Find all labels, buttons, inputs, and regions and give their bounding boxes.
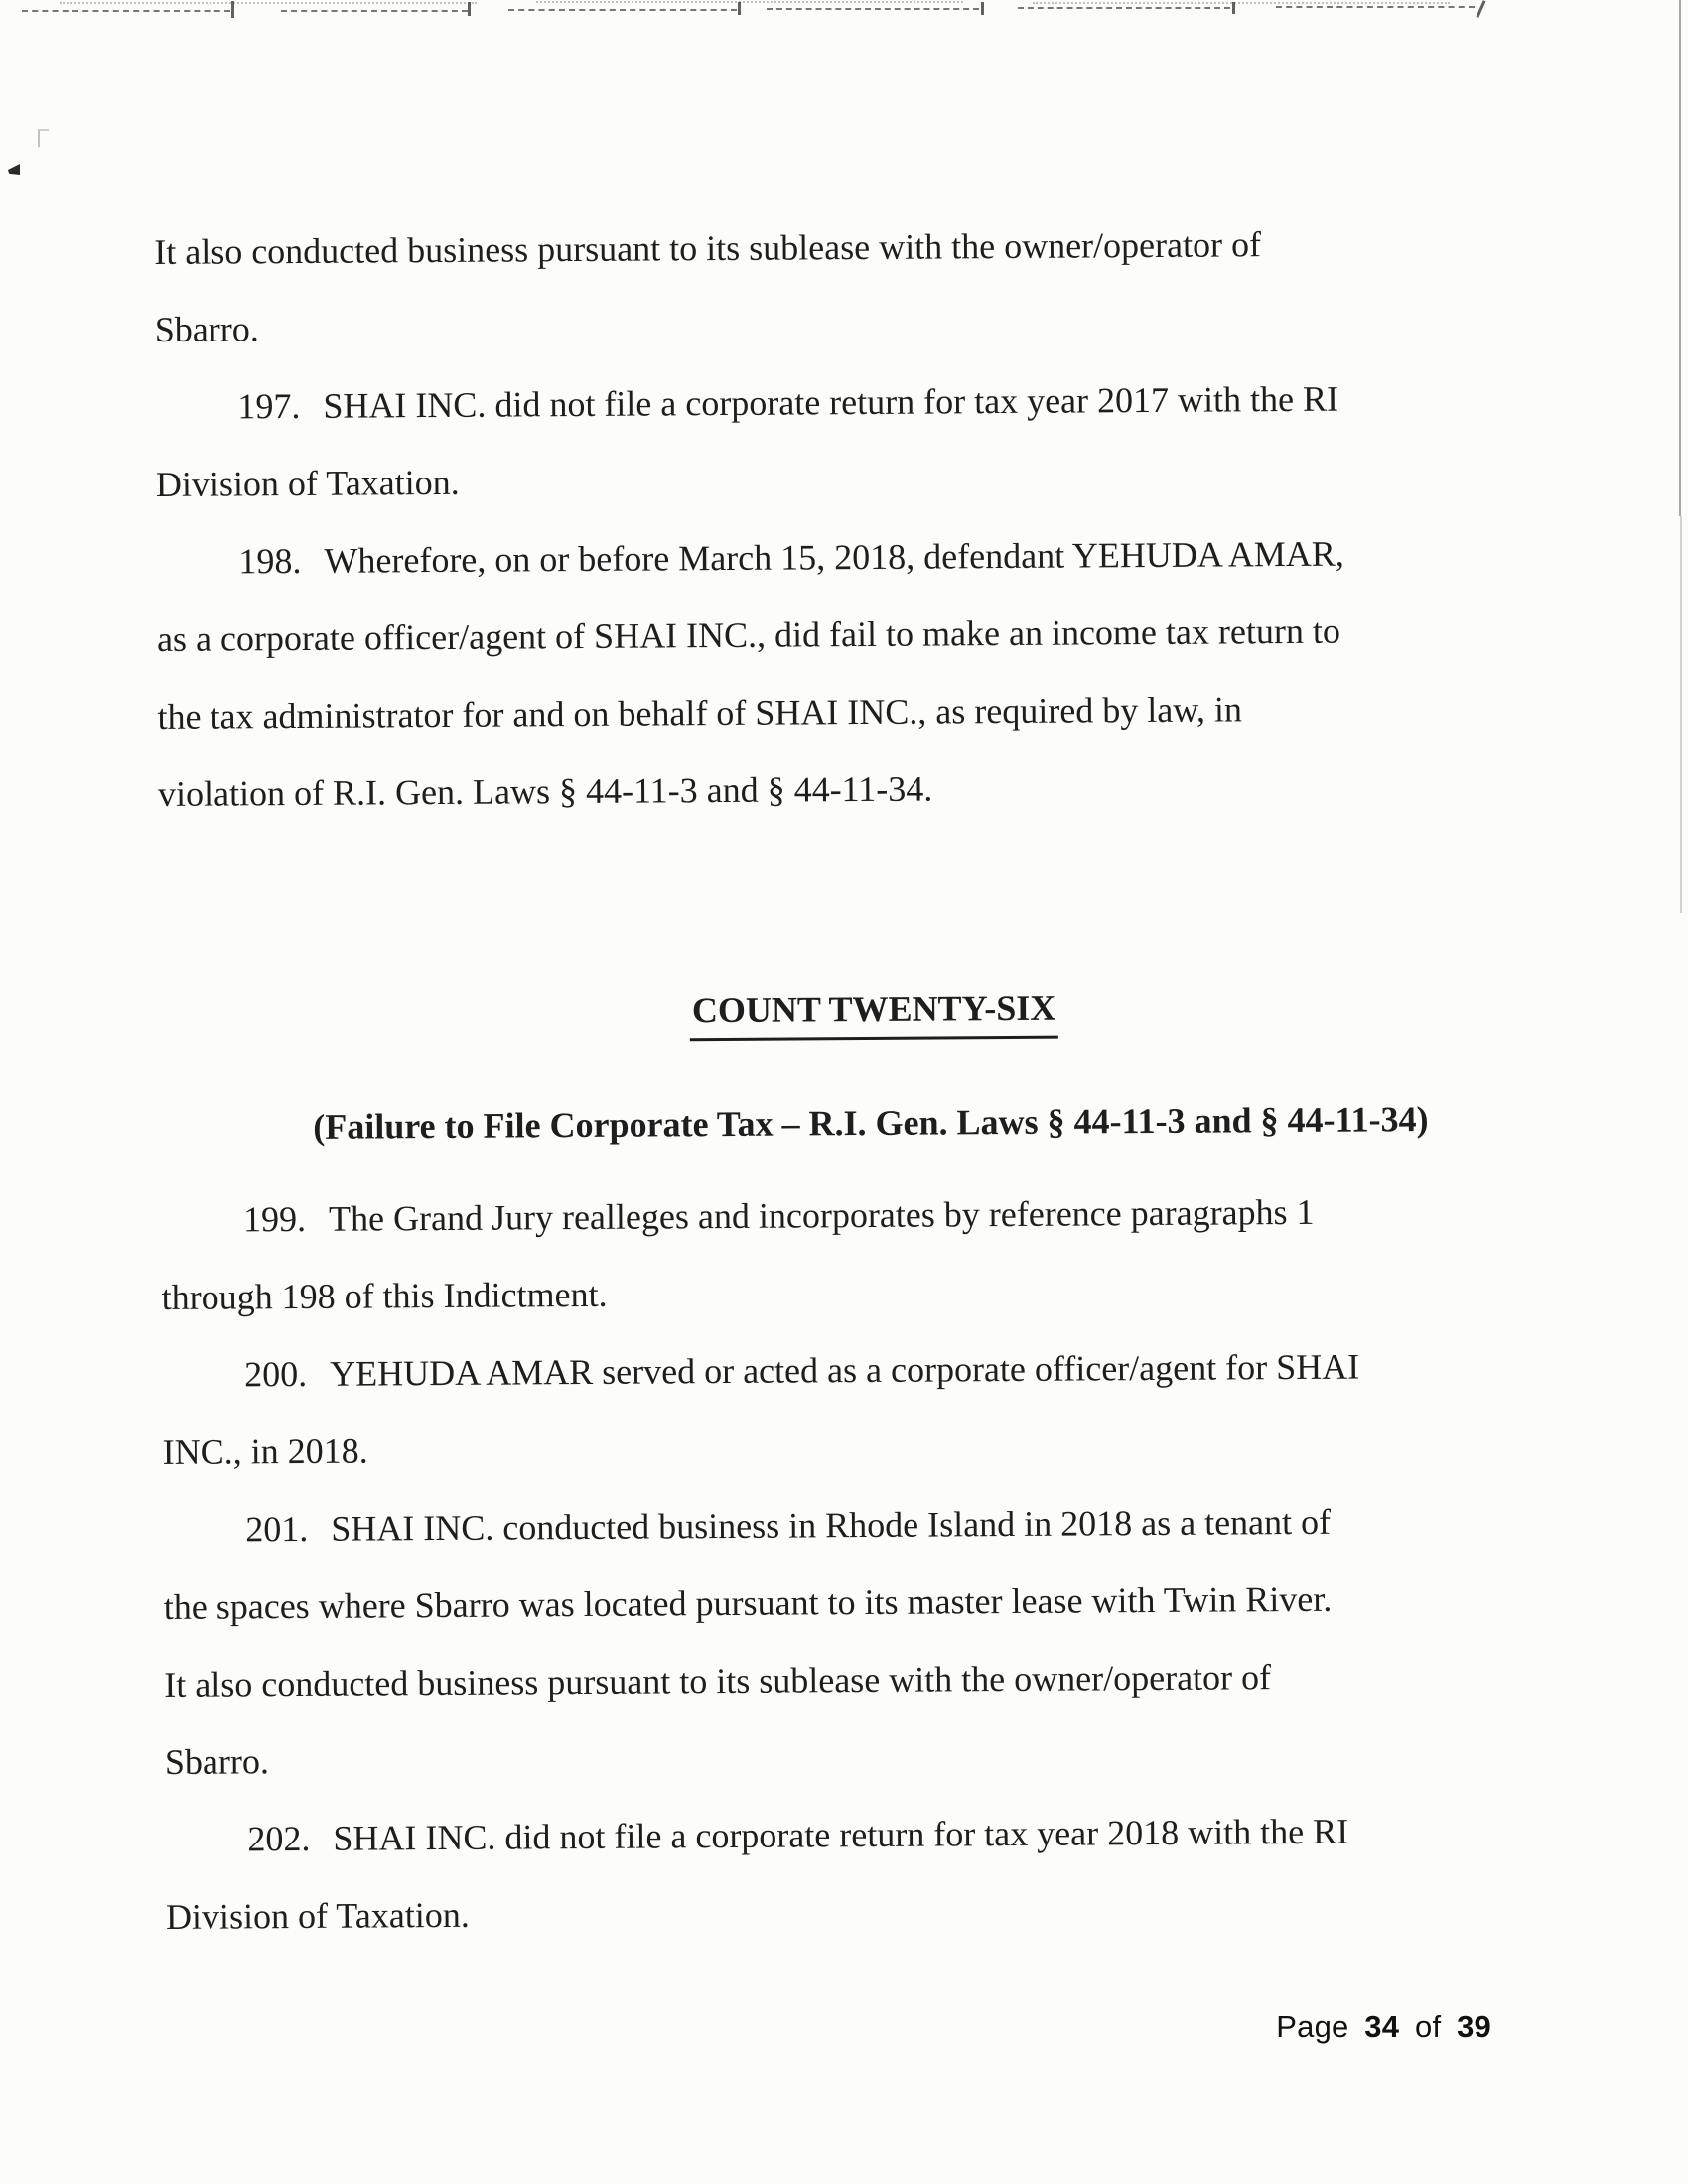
body-line: Sbarro. bbox=[154, 309, 259, 349]
scan-edge-dashes bbox=[22, 10, 230, 12]
paragraph-number: 202. bbox=[247, 1818, 311, 1859]
body-line: Sbarro. bbox=[164, 1741, 270, 1782]
scan-edge-dots bbox=[60, 2, 477, 4]
body-line: It also conducted business pursuant to its sublease with the owner/operator of bbox=[154, 224, 1262, 272]
scan-edge-tick bbox=[468, 2, 471, 16]
footer-page-current: 34 bbox=[1364, 2009, 1400, 2044]
paragraph-number: 200. bbox=[244, 1353, 308, 1395]
paragraph-number: 201. bbox=[245, 1508, 309, 1550]
page-footer bbox=[1276, 2009, 1491, 2045]
body-line: 200. YEHUDA AMAR served or acted as a corporate officer/agent for SHAI bbox=[162, 1327, 1488, 1414]
scan-edge-dashes bbox=[767, 8, 979, 10]
scan-edge-dashes bbox=[281, 10, 468, 12]
scan-edge-dots bbox=[536, 1, 963, 3]
scan-edge-tick bbox=[1476, 0, 1485, 18]
scan-edge-line bbox=[1679, 0, 1681, 516]
body-line: Division of Taxation. bbox=[155, 462, 460, 504]
paragraph-number: 197. bbox=[237, 385, 301, 427]
scan-edge-dashes bbox=[1276, 6, 1475, 8]
footer-page-total: 39 bbox=[1457, 2009, 1491, 2044]
scan-edge-line bbox=[1680, 516, 1682, 913]
count-heading bbox=[159, 966, 1485, 1052]
body-line: Division of Taxation. bbox=[165, 1894, 470, 1937]
scan-edge-dashes bbox=[508, 9, 737, 11]
scan-ink-mark bbox=[38, 129, 49, 147]
spacer bbox=[158, 824, 1484, 975]
scan-ink-mark bbox=[8, 164, 20, 175]
scan-edge-tick bbox=[738, 2, 741, 15]
body-line: 197. SHAI INC. did not file a corporate return for tax year 2017 with the RI bbox=[155, 359, 1481, 446]
body-line: INC., in 2018. bbox=[162, 1431, 368, 1472]
footer-middle: of bbox=[1415, 2009, 1442, 2044]
scan-edge-dots bbox=[1033, 2, 1450, 4]
body-line: It also conducted business pursuant to its sublease with the owner/operator of bbox=[164, 1657, 1272, 1705]
footer-prefix: Page bbox=[1276, 2009, 1349, 2044]
body-line: 202. SHAI INC. did not file a corporate return for tax year 2018 with the RI bbox=[165, 1792, 1491, 1878]
body-line: 201. SHAI INC. conducted business in Rhode Island in 2018 as a tenant of bbox=[163, 1482, 1489, 1569]
body-line: the spaces where Sbarro was located pursuant to its master lease with Twin River. bbox=[163, 1578, 1333, 1627]
scan-edge-tick bbox=[981, 2, 984, 15]
body-line: through 198 of this Indictment. bbox=[161, 1274, 608, 1317]
body-line: 199. The Grand Jury realleges and incorporates by reference paragraphs 1 bbox=[161, 1172, 1487, 1259]
paragraph-number: 199. bbox=[242, 1198, 307, 1240]
scan-edge-dashes bbox=[1018, 7, 1230, 9]
scan-edge-tick bbox=[1232, 2, 1235, 14]
scan-edge-tick bbox=[231, 1, 234, 18]
paragraph-number: 198. bbox=[238, 540, 302, 582]
body-line: 198. Wherefore, on or before March 15, 2018, defendant YEHUDA AMAR, bbox=[156, 514, 1482, 601]
body-line: as a corporate officer/agent of SHAI INC., did fail to make an income tax return to bbox=[156, 611, 1341, 659]
body-line: the tax administrator for and on behalf of SHAI INC., as required by law, in bbox=[157, 689, 1243, 737]
document-body bbox=[154, 205, 1491, 1956]
count-heading-text: COUNT TWENTY-SIX bbox=[690, 981, 1058, 1042]
count-subheading: (Failure to File Corporate Tax – R.I. Gen. Laws § 44-11-3 and § 44-11-34) bbox=[313, 1099, 1429, 1147]
body-line: violation of R.I. Gen. Laws § 44-11-3 and § 44-11-34. bbox=[157, 768, 933, 814]
